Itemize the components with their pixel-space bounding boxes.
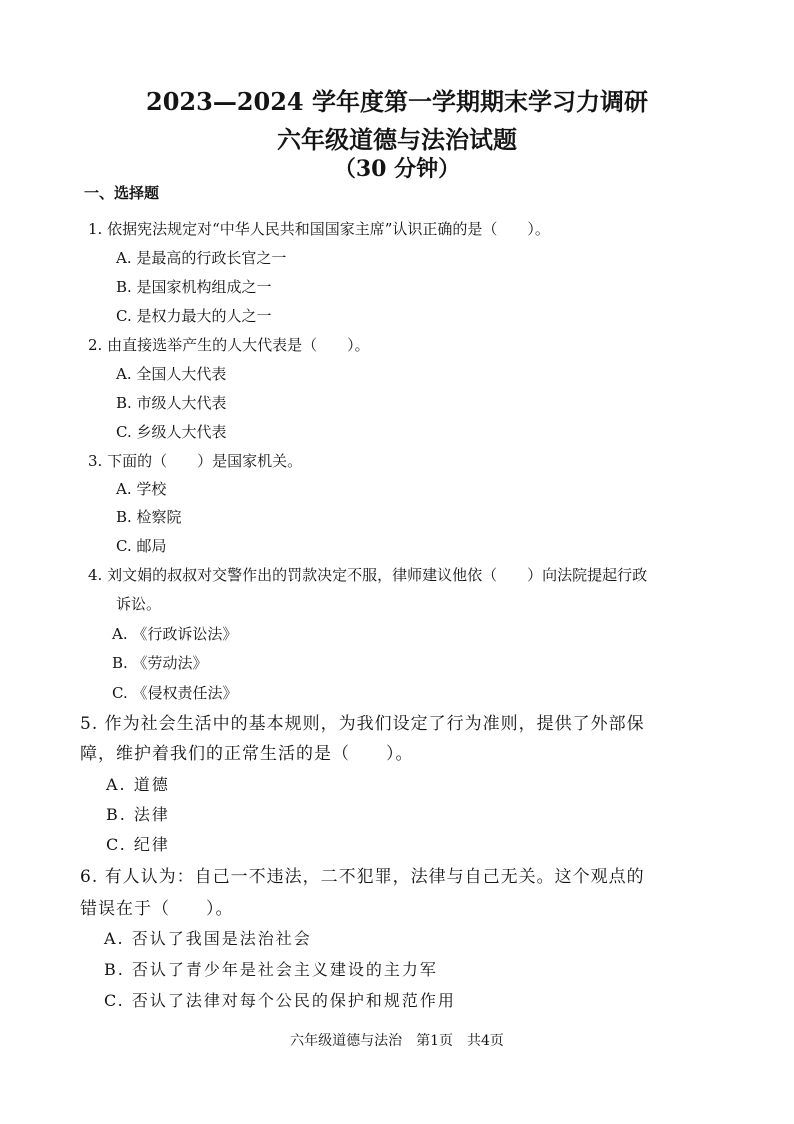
- question-3-option-c: C. 邮局: [116, 537, 167, 555]
- section-heading: 一、选择题: [84, 184, 160, 202]
- question-1-option-c: C. 是权力最大的人之一: [116, 307, 272, 325]
- question-5-option-a: A. 道德: [106, 775, 170, 794]
- question-3-option-a: A. 学校: [116, 480, 167, 498]
- question-6-option-a: A. 否认了我国是法治社会: [104, 929, 312, 948]
- question-5-stem-line-1: 5. 作为社会生活中的基本规则，为我们设定了行为准则，提供了外部保: [80, 714, 645, 734]
- question-3-option-b: B. 检察院: [116, 508, 182, 526]
- question-4-option-c: C. 《侵权责任法》: [112, 684, 238, 702]
- question-5-option-b: B. 法律: [106, 805, 170, 824]
- question-4-option-a: A. 《行政诉讼法》: [112, 625, 238, 643]
- exam-title: 2023—2024 学年度第一学期期末学习力调研: [146, 87, 648, 116]
- question-1-option-a: A. 是最高的行政长官之一: [116, 249, 287, 267]
- exam-duration: （30 分钟）: [333, 156, 461, 182]
- question-2-option-c: C. 乡级人大代表: [116, 423, 227, 441]
- exam-subject-title: 六年级道德与法治试题: [277, 125, 517, 154]
- question-6-option-b: B. 否认了青少年是社会主义建设的主力军: [104, 960, 438, 979]
- question-2-option-b: B. 市级人大代表: [116, 394, 227, 412]
- page-footer: 六年级道德与法治 第1页 共4页: [290, 1033, 504, 1049]
- question-6-stem-line-1: 6. 有人认为：自己一不违法，二不犯罪，法律与自己无关。这个观点的: [80, 867, 645, 887]
- question-4-stem-line-2: 诉讼。: [116, 595, 162, 613]
- question-1-stem: 1. 依据宪法规定对“中华人民共和国国家主席”认识正确的是（ ）。: [88, 220, 550, 238]
- question-4-option-b: B. 《劳动法》: [112, 654, 208, 672]
- question-5-option-c: C. 纪律: [106, 835, 170, 854]
- question-2-stem: 2. 由直接选举产生的人大代表是（ ）。: [88, 336, 370, 354]
- question-2-option-a: A. 全国人大代表: [116, 365, 227, 383]
- question-1-option-b: B. 是国家机构组成之一: [116, 278, 272, 296]
- question-6-stem-line-2: 错误在于（ ）。: [80, 899, 234, 919]
- question-4-stem-line-1: 4. 刘文娟的叔叔对交警作出的罚款决定不服，律师建议他依（ ）向法院提起行政: [88, 566, 648, 584]
- question-6-option-c: C. 否认了法律对每个公民的保护和规范作用: [104, 991, 456, 1010]
- question-5-stem-line-2: 障，维护着我们的正常生活的是（ ）。: [80, 744, 414, 764]
- question-3-stem: 3. 下面的（ ）是国家机关。: [88, 452, 303, 470]
